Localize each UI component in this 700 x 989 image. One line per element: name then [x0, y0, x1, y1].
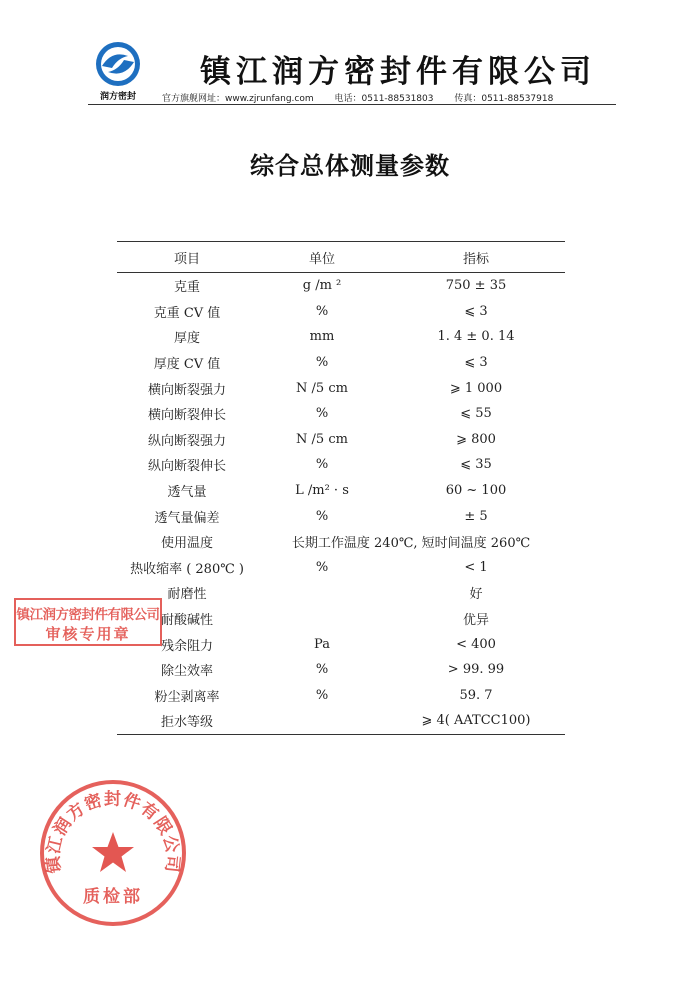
table-row — [117, 580, 565, 606]
cell-value: ⩽ 55 — [460, 406, 492, 422]
seal-ring-text: 镇江润方密封件有限公司 — [43, 789, 183, 875]
table-row — [117, 529, 565, 555]
cell-item: 透气量偏差 — [154, 510, 220, 526]
table-row — [117, 503, 565, 529]
table-row — [117, 401, 565, 427]
cell-item: 热收缩率 ( 280℃ ) — [130, 561, 244, 577]
logo-text: 润方密封 — [99, 92, 137, 102]
table-row — [117, 631, 565, 657]
cell-value: < 1 — [464, 559, 488, 575]
cell-unit: g /m ² — [302, 278, 342, 294]
quality-inspection-seal — [38, 778, 188, 928]
cell-unit — [257, 580, 387, 606]
cell-item: 透气量 — [167, 485, 207, 501]
fax: 传真：0511-88537918 — [454, 94, 554, 104]
company-name: 镇江润方密封件有限公司 — [200, 54, 596, 90]
document-title: 综合总体测量参数 — [250, 152, 450, 180]
table-row — [117, 606, 565, 632]
cell-value: 60 ~ 100 — [445, 483, 507, 499]
cell-value: ⩾ 4( AATCC100) — [387, 708, 565, 734]
cell-unit: % — [315, 406, 329, 422]
cell-unit: 长期工作温度 240℃, 短时间温度 260℃ — [291, 536, 531, 552]
cell-value: 1. 4 ± 0. 14 — [437, 329, 515, 345]
company-logo — [92, 40, 144, 102]
cell-item: 横向断裂伸长 — [148, 408, 227, 424]
header-divider — [88, 104, 616, 105]
table-row — [117, 273, 565, 299]
cell-unit — [257, 606, 387, 632]
cell-value: ⩾ 800 — [456, 431, 496, 447]
table-row — [117, 427, 565, 453]
cell-item: 粉尘剥离率 — [154, 689, 220, 705]
cell-unit: % — [315, 303, 329, 319]
cell-value: ⩾ 1 000 — [449, 380, 503, 396]
cell-unit: % — [315, 457, 329, 473]
cell-value: > 99. 99 — [447, 662, 505, 678]
cell-item: 克重 CV 值 — [153, 305, 221, 321]
cell-value: ± 5 — [464, 508, 488, 524]
cell-unit: % — [315, 687, 329, 703]
cell-item: 耐磨性 — [167, 587, 207, 603]
cell-item: 横向断裂强力 — [148, 382, 227, 398]
table-row — [117, 555, 565, 581]
table-row — [117, 478, 565, 504]
cell-item: 克重 — [174, 280, 201, 296]
parameters-table — [117, 241, 565, 735]
table-row — [117, 452, 565, 478]
header-item: 项目 — [117, 242, 257, 273]
cell-unit: Pa — [314, 636, 330, 652]
cell-value: 59. 7 — [459, 687, 493, 703]
cell-item: 除尘效率 — [161, 664, 214, 680]
website: 官方旗舰网址：www.zjrunfang.com — [162, 94, 314, 104]
cell-item: 残余阻力 — [161, 638, 214, 654]
cell-value: < 400 — [456, 636, 496, 652]
header-index: 指标 — [387, 242, 565, 273]
review-stamp — [14, 598, 162, 646]
review-stamp-label: 审核专用章 — [45, 625, 131, 643]
cell-unit: % — [315, 355, 329, 371]
cell-value: ⩽ 3 — [464, 303, 488, 319]
table-row — [117, 683, 565, 709]
seal-star-icon — [92, 832, 134, 872]
table-row — [117, 657, 565, 683]
cell-unit: L /m² · s — [295, 483, 349, 499]
cell-value: ⩽ 35 — [460, 457, 492, 473]
cell-value: 750 ± 35 — [445, 278, 507, 294]
table-row — [117, 299, 565, 325]
cell-unit: mm — [309, 329, 335, 345]
cell-item: 厚度 — [174, 331, 201, 347]
contact-info — [162, 91, 571, 104]
table-row — [117, 350, 565, 376]
cell-value: ⩽ 3 — [464, 355, 488, 371]
cell-item: 厚度 CV 值 — [153, 357, 221, 373]
cell-value: 好 — [469, 587, 483, 603]
cell-value: 优异 — [462, 613, 489, 629]
table-row — [117, 375, 565, 401]
cell-unit: % — [315, 559, 329, 575]
table-header-row — [117, 242, 565, 273]
table-row — [117, 708, 565, 734]
letterhead — [0, 0, 700, 110]
cell-item: 纵向断裂伸长 — [148, 459, 227, 475]
cell-unit: N /5 cm — [296, 380, 348, 396]
table-row — [117, 324, 565, 350]
cell-item: 耐酸碱性 — [161, 613, 214, 629]
cell-unit: N /5 cm — [296, 431, 348, 447]
cell-unit: % — [315, 508, 329, 524]
cell-item: 拒水等级 — [117, 708, 257, 734]
header-unit: 单位 — [257, 242, 387, 273]
seal-department: 质检部 — [83, 887, 143, 907]
cell-item: 使用温度 — [161, 536, 214, 552]
cell-item: 纵向断裂强力 — [148, 433, 227, 449]
phone: 电话：0511-88531803 — [334, 94, 434, 104]
cell-unit: % — [315, 662, 329, 678]
review-stamp-company: 镇江润方密封件有限公司 — [16, 607, 160, 623]
cell-unit — [257, 708, 387, 734]
